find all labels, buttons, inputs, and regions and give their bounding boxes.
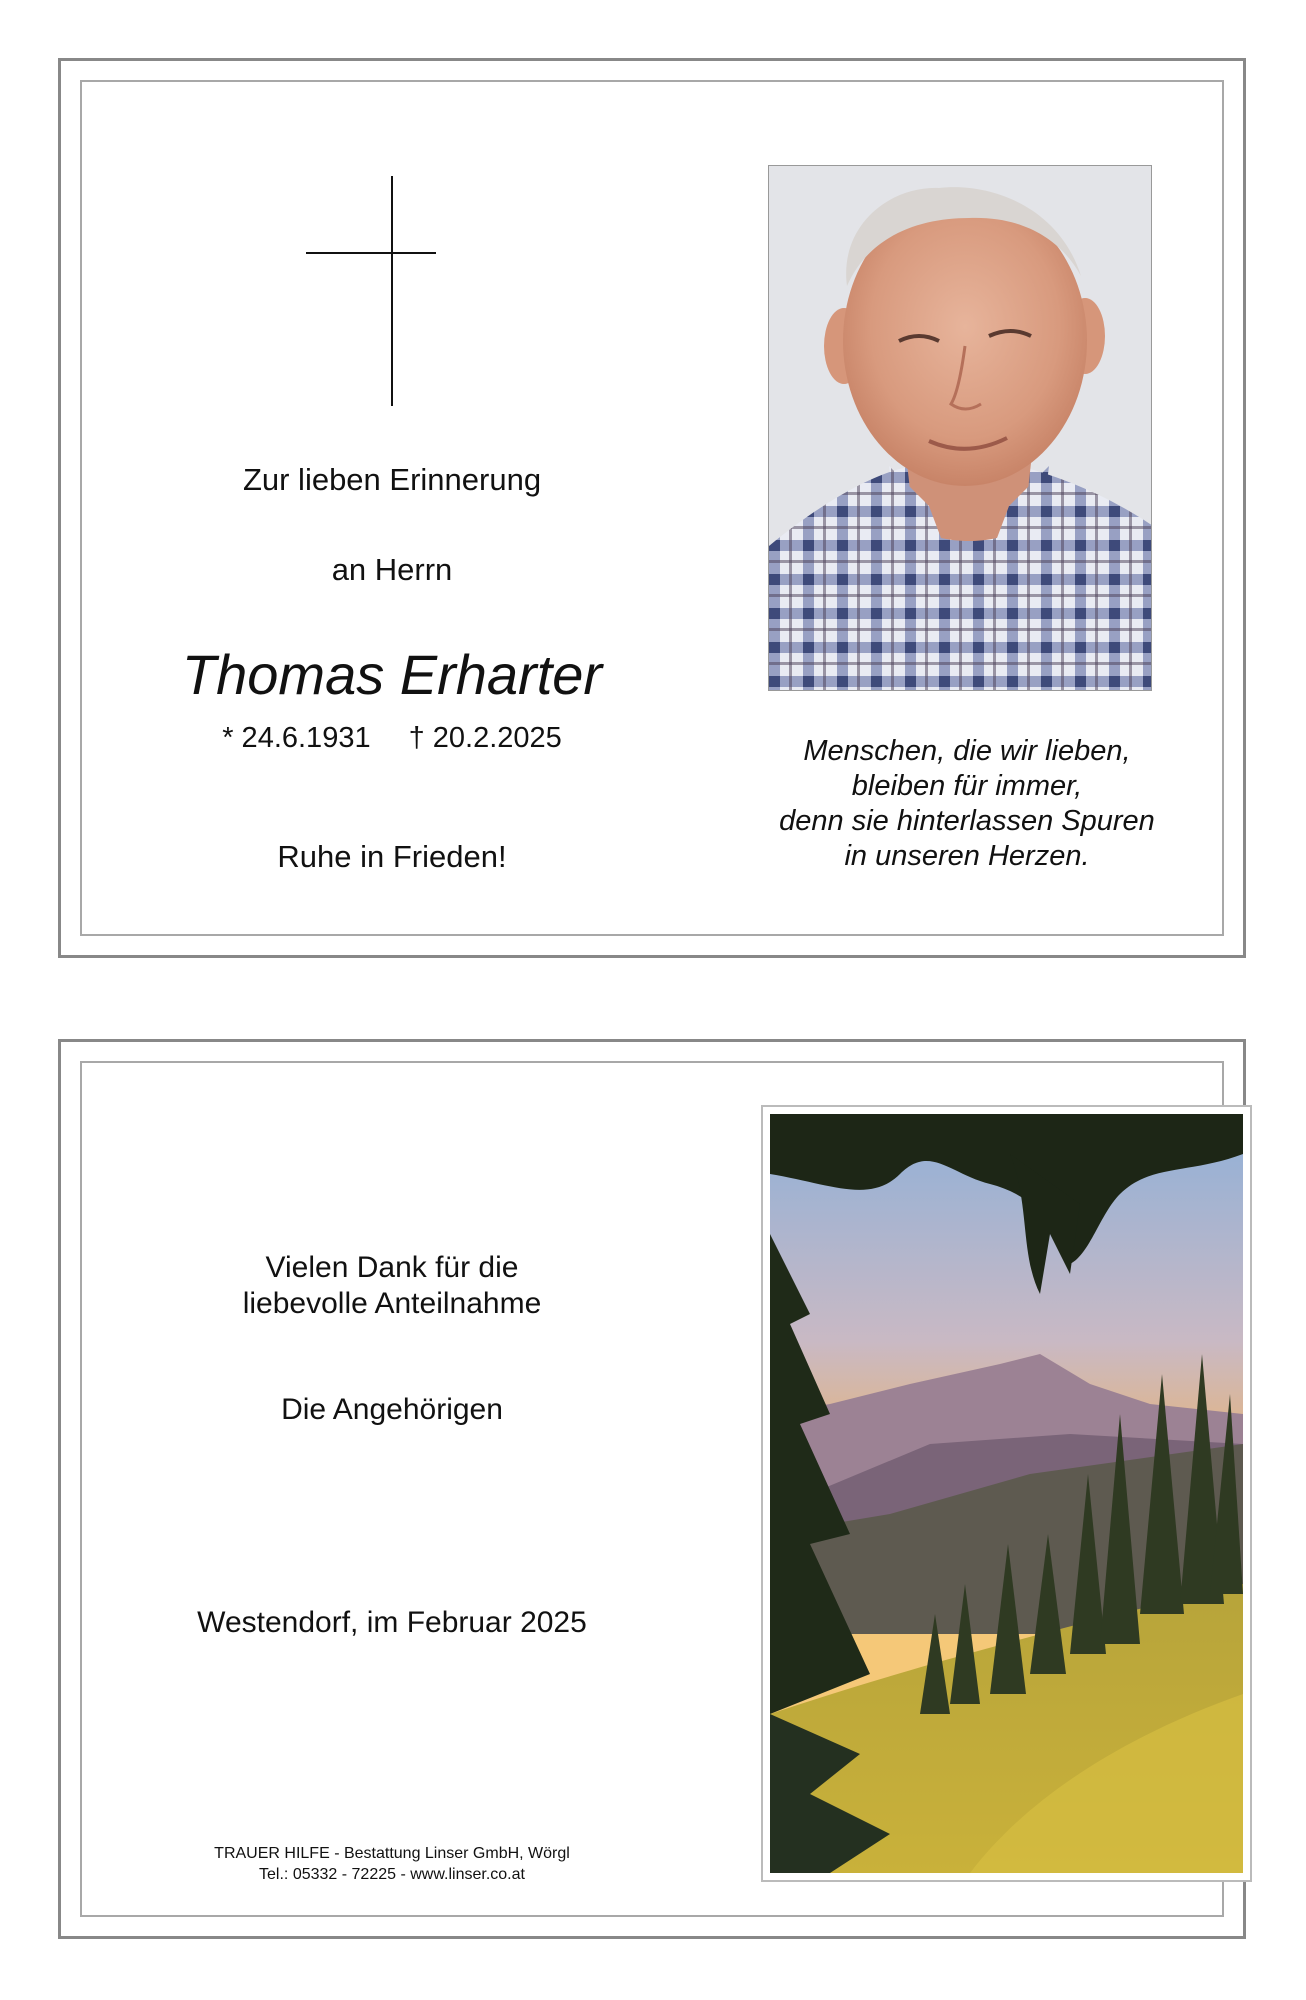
portrait-image (769, 166, 1152, 691)
card-front-inner-border (80, 80, 1224, 936)
memorial-card-back (58, 1039, 1246, 1939)
undertaker-line: Tel.: 05332 - 72225 - www.linser.co.at (259, 1866, 525, 1883)
landscape-photo-frame (761, 1105, 1252, 1882)
life-dates (142, 722, 642, 755)
memorial-card-front (58, 58, 1246, 958)
place-and-date: Westendorf, im Februar 2025 (197, 1606, 587, 1639)
quote-line: denn sie hinterlassen Spuren (779, 805, 1155, 837)
memorial-intro: Zur lieben Erinnerung (242, 462, 542, 497)
portrait-photo (768, 165, 1152, 691)
cross-icon-beam (306, 252, 436, 254)
family-signature: Die Angehörigen (281, 1393, 503, 1426)
undertaker-info (142, 1843, 642, 1885)
undertaker-line: TRAUER HILFE - Bestattung Linser GmbH, Wörgl (214, 1845, 570, 1862)
death-date: † 20.2.2025 (408, 722, 562, 754)
landscape-photo (770, 1114, 1243, 1873)
thanks-line: liebevolle Anteilnahme (242, 1287, 542, 1320)
birth-date: * 24.6.1931 (222, 722, 371, 754)
mountain-sunset-image (770, 1114, 1243, 1873)
thanks-message (142, 1250, 642, 1322)
cross-icon (391, 176, 393, 406)
quote-line: in unseren Herzen. (844, 840, 1090, 872)
deceased-name: Thomas Erharter (181, 643, 603, 706)
memorial-quote (682, 734, 1252, 874)
closing-phrase: Ruhe in Frieden! (277, 839, 507, 874)
card-back-inner-border (80, 1061, 1224, 1917)
salutation: an Herrn (331, 552, 453, 587)
quote-line: bleiben für immer, (851, 770, 1083, 802)
quote-line: Menschen, die wir lieben, (803, 735, 1131, 767)
thanks-line: Vielen Dank für die (265, 1251, 519, 1284)
